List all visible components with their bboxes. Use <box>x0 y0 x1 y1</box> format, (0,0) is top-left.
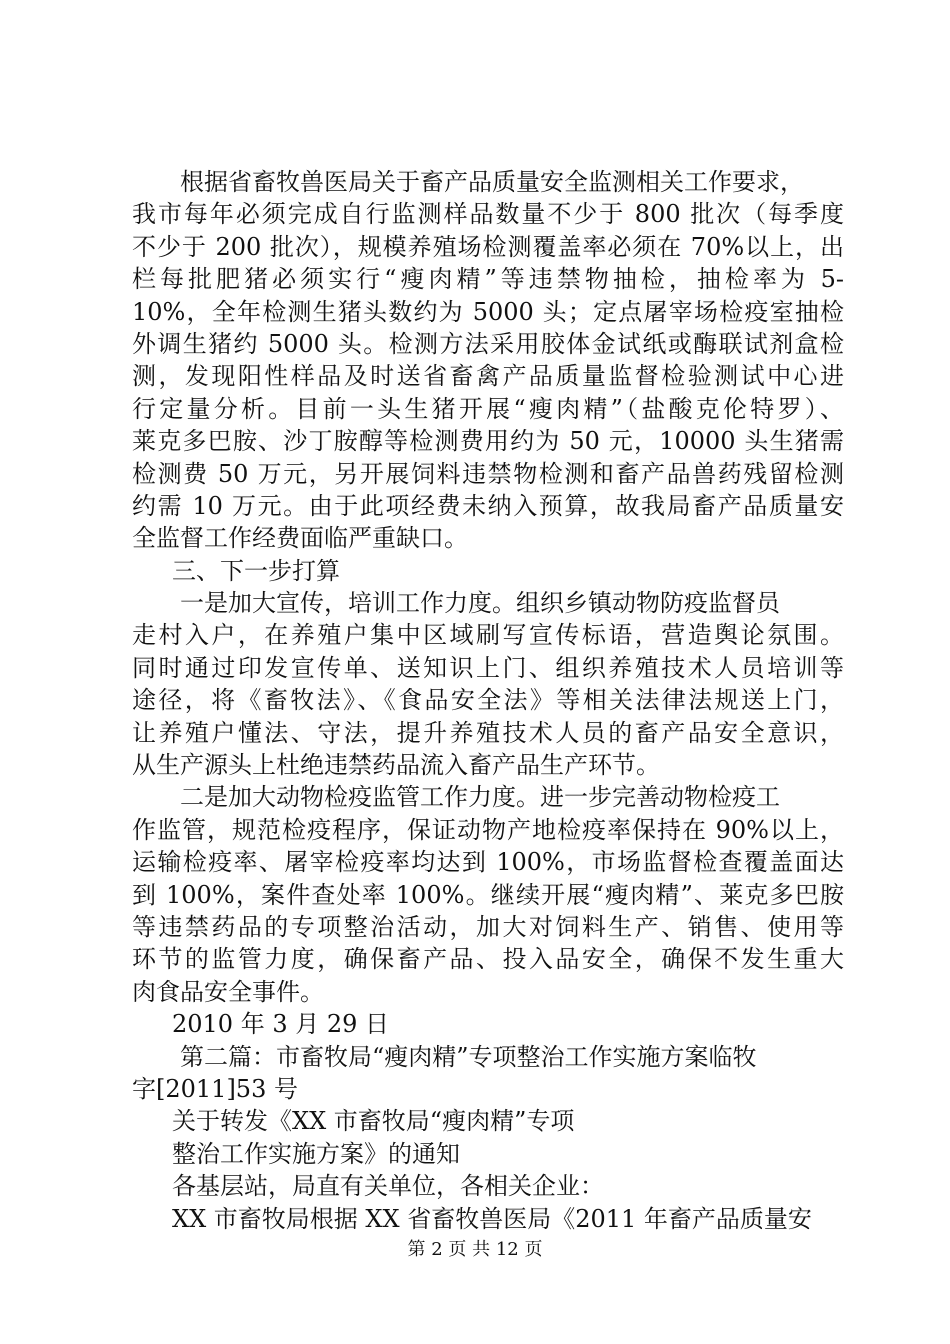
paragraph-line: 不少于 200 批次），规模养殖场检测覆盖率必须在 70%以上，出 <box>132 232 844 261</box>
paragraph-line: 根据省畜牧兽医局关于畜产品质量安全监测相关工作要求， <box>180 168 804 196</box>
paragraph-line: 从生产源头上杜绝违禁药品流入畜产品生产环节。 <box>132 751 660 780</box>
paragraph-line: 外调生猪约 5000 头。检测方法采用胶体金试纸或酶联试剂盒检 <box>132 329 844 358</box>
document-body <box>132 166 844 1235</box>
paragraph-line: 测，发现阳性样品及时送省畜禽产品质量监督检验测试中心进 <box>132 362 844 391</box>
paragraph-line: XX 市畜牧局根据 XX 省畜牧兽医局《2011 年畜产品质量安 <box>172 1204 812 1233</box>
paragraph-line: 行定量分析。目前一头生猪开展“瘦肉精”（盐酸克伦特罗）、 <box>132 394 844 423</box>
paragraph-line: 全监督工作经费面临严重缺口。 <box>132 524 468 553</box>
section-heading: 第二篇：市畜牧局“瘦肉精”专项整治工作实施方案临牧 <box>180 1042 757 1071</box>
paragraph-line: 作监管，规范检疫程序，保证动物产地检疫率保持在 90%以上， <box>132 815 844 844</box>
section-heading: 三、下一步打算 <box>172 556 340 585</box>
document-number: 字[2011]53 号 <box>132 1074 298 1103</box>
notice-title-line: 整治工作实施方案》的通知 <box>172 1139 460 1168</box>
paragraph-line: 同时通过印发宣传单、送知识上门、组织养殖技术人员培训等 <box>132 653 844 682</box>
notice-title-line: 关于转发《XX 市畜牧局“瘦肉精”专项 <box>172 1107 575 1136</box>
page-footer: 第 2 页 共 12 页 <box>407 1239 543 1260</box>
paragraph-line: 我市每年必须完成自行监测样品数量不少于 800 批次（每季度 <box>132 200 844 229</box>
salutation-line: 各基层站，局直有关单位，各相关企业： <box>172 1172 604 1201</box>
paragraph-line: 环节的监管力度，确保畜产品、投入品安全，确保不发生重大 <box>132 945 844 974</box>
paragraph-line: 等违禁药品的专项整治活动，加大对饲料生产、销售、使用等 <box>132 912 844 941</box>
paragraph-line: 栏每批肥猪必须实行“瘦肉精”等违禁物抽检，抽检率为 5- <box>132 265 844 294</box>
date-line: 2010 年 3 月 29 日 <box>172 1010 390 1039</box>
paragraph-line: 二是加大动物检疫监管工作力度。进一步完善动物检疫工 <box>180 783 780 812</box>
paragraph-line: 到 100%，案件查处率 100%。继续开展“瘦肉精”、莱克多巴胺 <box>132 880 844 909</box>
paragraph-line: 莱克多巴胺、沙丁胺醇等检测费用约为 50 元，10000 头生猪需 <box>132 427 844 456</box>
paragraph-line: 约需 10 万元。由于此项经费未纳入预算，故我局畜产品质量安 <box>132 491 844 520</box>
paragraph-line: 10%，全年检测生猪头数约为 5000 头；定点屠宰场检疫室抽检 <box>132 297 844 326</box>
paragraph-line: 运输检疫率、屠宰检疫率均达到 100%，市场监督检查覆盖面达 <box>132 848 844 877</box>
paragraph-line: 一是加大宣传，培训工作力度。组织乡镇动物防疫监督员 <box>180 589 780 618</box>
paragraph-line: 检测费 50 万元，另开展饲料违禁物检测和畜产品兽药残留检测 <box>132 459 844 488</box>
paragraph-line: 走村入户，在养殖户集中区域刷写宣传标语，营造舆论氛围。 <box>132 621 844 650</box>
paragraph-line: 途径，将《畜牧法》、《食品安全法》等相关法律法规送上门， <box>132 686 844 715</box>
paragraph-line: 肉食品安全事件。 <box>132 977 324 1006</box>
paragraph-line: 让养殖户懂法、守法，提升养殖技术人员的畜产品安全意识， <box>132 718 844 747</box>
